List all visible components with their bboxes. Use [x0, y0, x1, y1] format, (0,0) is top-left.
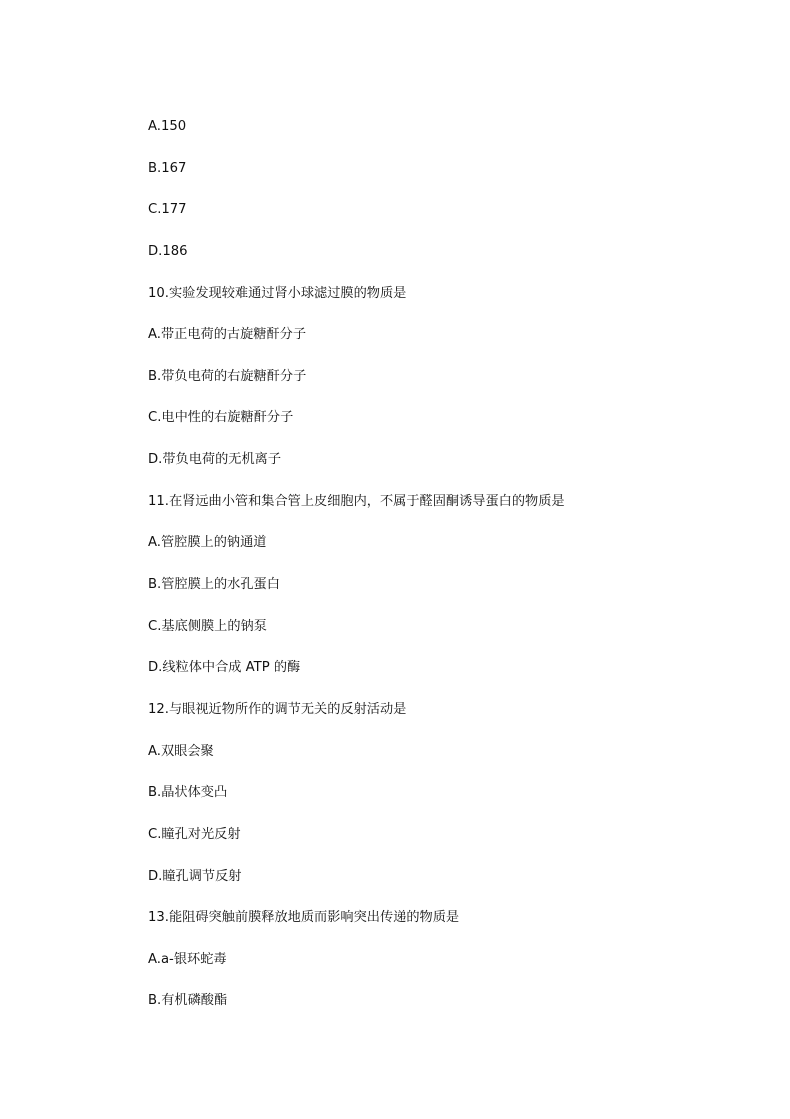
question-11-option-d: D.线粒体中合成 ATP 的酶 [148, 660, 301, 676]
question-12-option-a: A.双眼会聚 [148, 743, 214, 759]
question-11-option-c: C.基底侧膜上的钠泵 [148, 618, 267, 634]
document-page [148, 117, 748, 1033]
option-a-150: A.150 [148, 119, 187, 134]
question-10-option-b: B.带负电荷的右旋糖酐分子 [148, 368, 307, 384]
question-12-option-d: D.瞳孔调节反射 [148, 868, 242, 884]
question-10: 10.实验发现较难通过肾小球滤过膜的物质是 [148, 285, 407, 301]
question-12-option-b: B.晶状体变凸 [148, 785, 228, 801]
question-10-option-c: C.电中性的右旋糖酐分子 [148, 410, 294, 426]
question-10-option-a: A.带正电荷的古旋糖酐分子 [148, 327, 307, 343]
option-c-177: C.177 [148, 202, 187, 218]
question-11-option-a: A.管腔膜上的钠通道 [148, 535, 267, 551]
question-11: 11.在肾远曲小管和集合管上皮细胞内，不属于醛固酮诱导蛋白的物质是 [148, 493, 565, 509]
option-d-186: D.186 [148, 243, 188, 259]
option-b-167: B.167 [148, 160, 187, 176]
question-13-option-a: A.a-银环蛇毒 [148, 951, 227, 967]
question-12: 12.与眼视近物所作的调节无关的反射活动是 [148, 701, 407, 717]
question-12-option-c: C.瞳孔对光反射 [148, 826, 241, 842]
question-11-option-b: B.管腔膜上的水孔蛋白 [148, 577, 280, 593]
question-10-option-d: D.带负电荷的无机离子 [148, 452, 282, 468]
question-13-option-b: B.有机磷酸酯 [148, 993, 228, 1009]
question-13: 13.能阻碍突触前膜释放地质而影响突出传递的物质是 [148, 910, 460, 926]
